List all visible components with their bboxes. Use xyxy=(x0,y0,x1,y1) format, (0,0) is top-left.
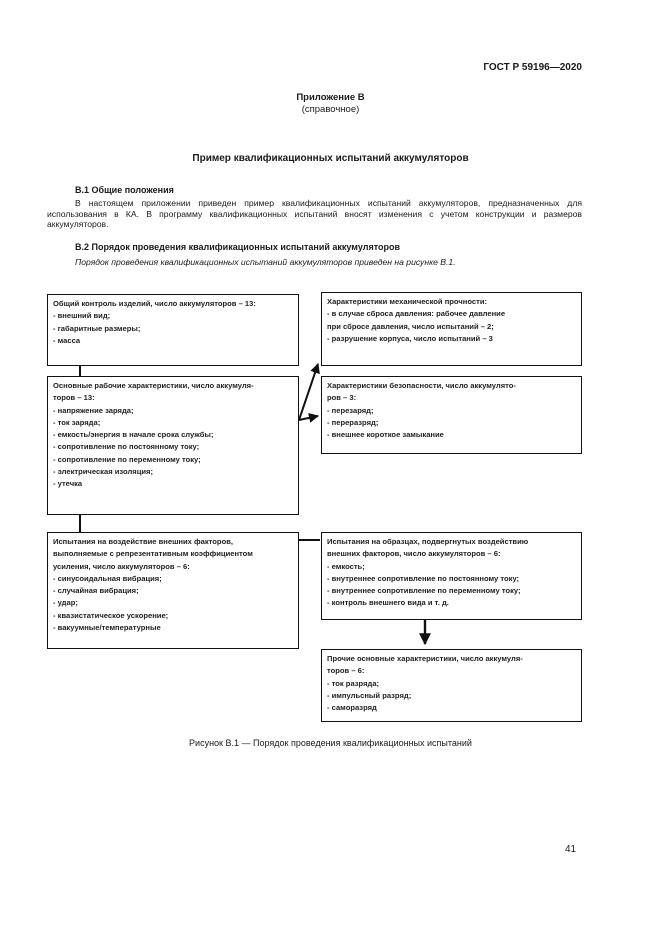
box-line: - случайная вибрация; xyxy=(53,586,139,596)
box-line: - перезаряд; xyxy=(327,405,374,415)
box-line: - внешний вид; xyxy=(53,311,111,321)
box-line: внешних факторов, число аккумуляторов – 6: xyxy=(327,549,501,559)
box-line: Общий контроль изделий, число аккумуляторов – 13: xyxy=(53,299,256,308)
annex-type: (справочное) xyxy=(301,104,360,115)
box-line: ров – 3: xyxy=(327,393,357,403)
box-line: - утечка xyxy=(53,479,83,489)
section-b2-paragraph: Порядок проведения квалификационных испытаний аккумуляторов приведен на рисунке В.1. xyxy=(75,257,456,267)
box-line: - электрическая изоляция; xyxy=(53,467,153,477)
box-line: Испытания на образцах, подвергнутых воздействию xyxy=(327,537,529,546)
box-line: - удар; xyxy=(53,598,78,608)
box-line: Характеристики механической прочности: xyxy=(327,297,488,306)
box-line: - разрушение корпуса, число испытаний – 3 xyxy=(327,333,493,343)
box-line: Испытания на воздействие внешних факторов, xyxy=(53,537,233,546)
box-line: - масса xyxy=(53,335,81,345)
box-line: - вакуумные/температурные xyxy=(53,623,161,633)
figure-caption: Рисунок В.1 — Порядок проведения квалификационных испытаний xyxy=(189,738,472,748)
box-line: - импульсный разряд; xyxy=(327,690,412,700)
box-line: - габаритные размеры; xyxy=(53,323,141,333)
box-line: Характеристики безопасности, число аккумулято- xyxy=(327,381,516,390)
section-b1-paragraph: В настоящем приложении приведен пример квалификационных испытаний аккумуляторов, предназначенных для использования в КА. В программу квалификационных испытаний вносят изменения с учетом конструкции и размеров аккумуляторов. xyxy=(47,198,582,230)
box-line: торов – 13: xyxy=(53,393,95,403)
box-line: - контроль внешнего вида и т. д. xyxy=(327,598,449,608)
box-line: - квазистатическое ускорение; xyxy=(53,610,169,620)
box-line: - внешнее короткое замыкание xyxy=(327,430,444,440)
box-line: - синусоидальная вибрация; xyxy=(53,573,162,583)
box-line: при сбросе давления, число испытаний – 2; xyxy=(327,321,494,331)
box-line: - емкость; xyxy=(327,561,365,571)
standard-number: ГОСТ Р 59196—2020 xyxy=(483,62,582,73)
box-line: - емкость/энергия в начале срока службы; xyxy=(53,430,214,440)
box-line: - внутреннее сопротивление по постоянному току; xyxy=(327,573,520,583)
box-line: - саморазряд xyxy=(327,703,377,713)
section-b2-heading: В.2 Порядок проведения квалификационных испытаний аккумуляторов xyxy=(75,242,401,252)
box-line: - ток разряда; xyxy=(327,678,380,688)
annex-title: Приложение В xyxy=(296,92,365,103)
box-line: - в случае сброса давления: рабочее давление xyxy=(327,309,506,319)
box-line: - переразряд; xyxy=(327,417,379,427)
box-line: Основные рабочие характеристики, число аккумуля- xyxy=(53,381,254,390)
box-line: выполняемые с репрезентативным коэффициентом xyxy=(53,549,253,559)
arrow-to-mechanical xyxy=(299,364,318,420)
section-b1-heading: В.1 Общие положения xyxy=(75,185,174,195)
box-line: - внутреннее сопротивление по переменному току; xyxy=(327,586,521,596)
box-line: торов – 6: xyxy=(327,666,365,676)
box-line: Прочие основные характеристики, число аккумуля- xyxy=(327,654,523,663)
page-number: 41 xyxy=(565,844,577,855)
arrow-to-safety xyxy=(299,416,318,420)
box-line: - напряжение заряда; xyxy=(53,405,134,415)
box-line: усиления, число аккумуляторов – 6: xyxy=(53,561,190,571)
document-title: Пример квалификационных испытаний аккумуляторов xyxy=(192,153,469,164)
box-line: - сопротивление по постоянному току; xyxy=(53,442,200,452)
box-line: - сопротивление по переменному току; xyxy=(53,454,201,464)
box-line: - ток заряда; xyxy=(53,417,101,427)
